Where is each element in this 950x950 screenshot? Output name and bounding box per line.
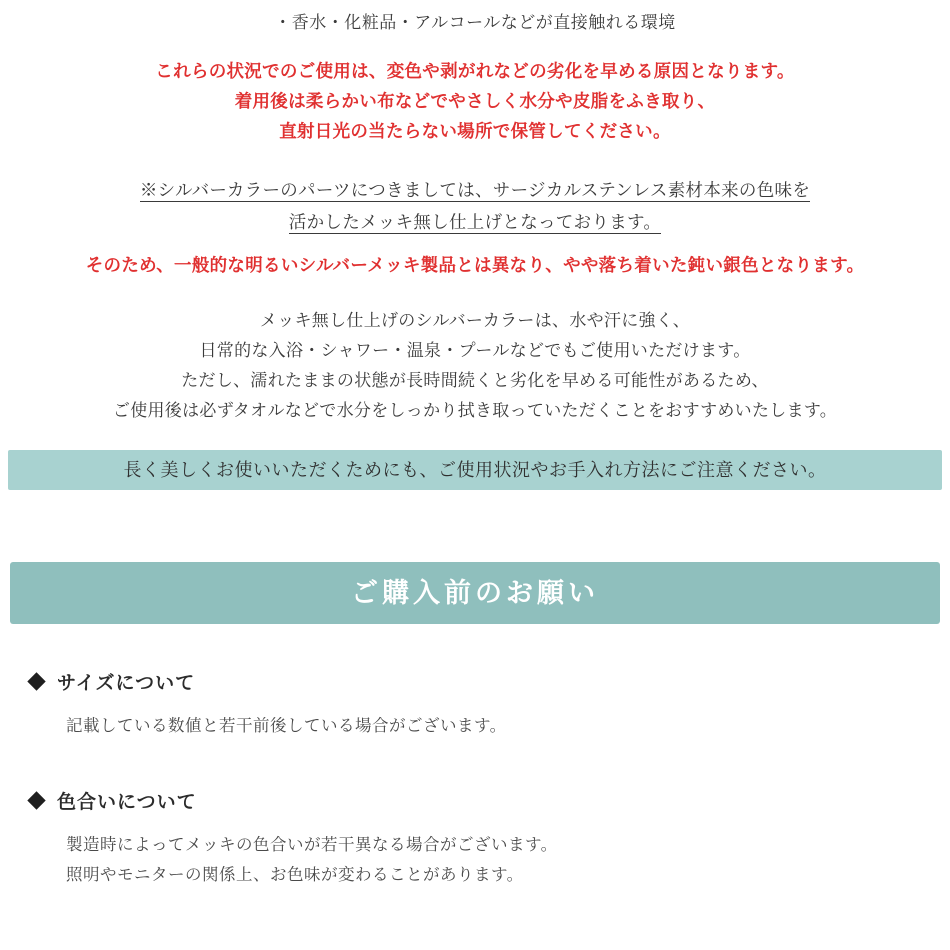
item-title-size <box>30 668 920 695</box>
silver-note-line-1-text: ※シルバーカラーのパーツにつきましては、サージカルステンレス素材本来の色味を <box>139 180 811 200</box>
list-item <box>30 787 920 890</box>
silver-plain-line-1: メッキ無し仕上げのシルバーカラーは、水や汗に強く、 <box>259 311 691 330</box>
silver-note-line-2-text: 活かしたメッキ無し仕上げとなっております。 <box>288 212 662 232</box>
care-warning-group <box>0 56 950 146</box>
care-instructions-block <box>0 0 950 146</box>
silver-note-line-2 <box>0 206 950 238</box>
silver-plain-line-4: ご使用後は必ずタオルなどで水分をしっかり拭き取っていただくことをおすすめいたします。 <box>112 401 838 420</box>
diamond-icon <box>27 672 45 690</box>
environment-line: ・香水・化粧品・アルコールなどが直接触れる環境 <box>274 13 676 32</box>
care-highlight-banner: 長く美しくお使いいただくためにも、ご使用状況やお手入れ方法にご注意ください。 <box>8 450 942 490</box>
item-body-size <box>30 711 920 741</box>
item-body-color-line-1: 製造時によってメッキの色合いが若干異なる場合がございます。 <box>66 836 558 854</box>
item-body-size-line-1: 記載している数値と若干前後している場合がございます。 <box>66 717 507 735</box>
item-body-color <box>30 830 920 890</box>
silver-plain-line-2: 日常的な入浴・シャワー・温泉・プールなどでもご使用いただけます。 <box>199 341 751 360</box>
care-warning-line-3: 直射日光の当たらない場所で保管してください。 <box>279 121 671 141</box>
care-warning-line-2: 着用後は柔らかい布などでやさしく水分や皮脂をふき取り、 <box>234 91 716 111</box>
silver-color-block <box>0 174 950 426</box>
list-item <box>30 668 920 741</box>
item-body-color-line-2: 照明やモニターの関係上、お色味が変わることがあります。 <box>66 866 524 884</box>
silver-red-line: そのため、一般的な明るいシルバーメッキ製品とは異なり、やや落ち着いた鈍い銀色となります。 <box>85 255 865 275</box>
section-header-before-purchase: ご購入前のお願い <box>10 562 940 624</box>
item-title-color-label: 色合いについて <box>57 792 197 813</box>
silver-plain-group <box>0 306 950 426</box>
silver-note-line-1 <box>0 174 950 206</box>
diamond-icon <box>27 791 45 809</box>
item-title-size-label: サイズについて <box>57 673 196 694</box>
item-title-color <box>30 787 920 814</box>
silver-plain-line-3: ただし、濡れたままの状態が長時間続くと劣化を早める可能性があるため、 <box>181 371 769 390</box>
before-purchase-items <box>0 668 950 890</box>
care-warning-line-1: これらの状況でのご使用は、変色や剥がれなどの劣化を早める原因となります。 <box>155 61 795 81</box>
